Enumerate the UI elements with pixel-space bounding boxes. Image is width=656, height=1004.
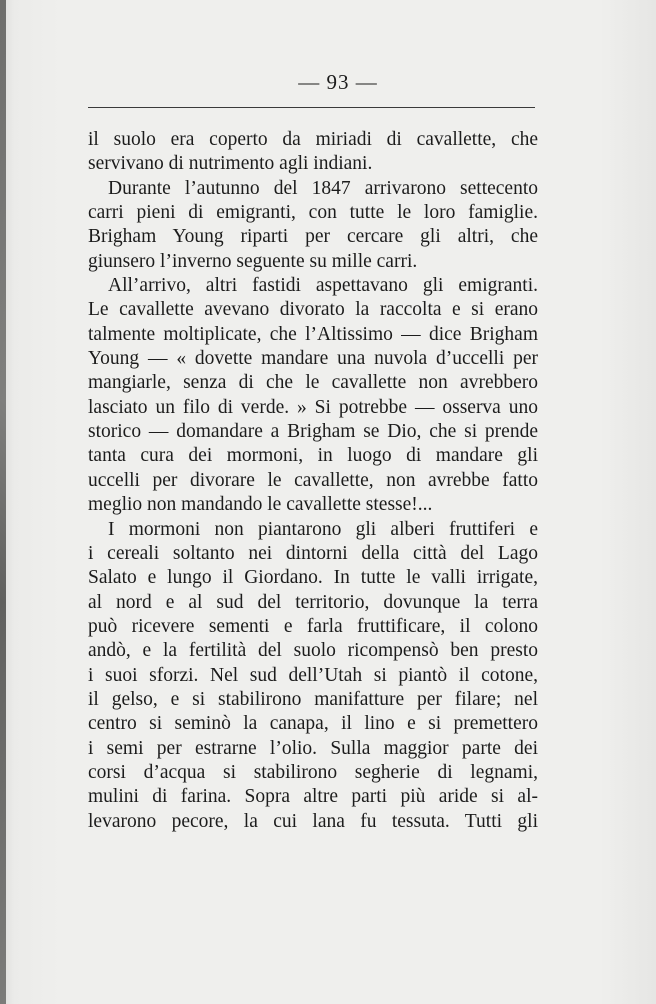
text-line: Young — « dovette mandare una nuvola d’uccelli per xyxy=(88,348,538,370)
text-line: giunsero l’inverno seguente su mille carri. xyxy=(88,250,418,272)
page-binding-edge xyxy=(0,0,6,1004)
text-line: I mormoni non piantarono gli alberi fruttiferi e xyxy=(108,518,538,540)
text-line: i semi per estrarne l’olio. Sulla maggior parte dei xyxy=(88,737,538,759)
header-rule xyxy=(88,107,535,108)
text-line: al nord e al sud del territorio, dovunque la terra xyxy=(88,591,538,613)
text-line: meglio non mandando le cavallette stesse!... xyxy=(88,494,433,516)
text-line: Salato e lungo il Giordano. In tutte le valli irrigate, xyxy=(88,567,538,589)
body-text xyxy=(88,128,538,834)
text-line: levarono pecore, la cui lana fu tessuta. Tutti gli xyxy=(88,810,538,832)
text-line: il suolo era coperto da miriadi di cavallette, che xyxy=(88,129,538,150)
text-line: i suoi sforzi. Nel sud dell’Utah si piantò il cotone, xyxy=(88,664,538,686)
text-line: talmente moltiplicate, che l’Altissimo — dice Brigham xyxy=(88,323,538,345)
page-number: — 93 — xyxy=(298,70,378,94)
text-line: tanta cura dei mormoni, in luogo di mandare gli xyxy=(88,445,538,467)
text-line: lasciato un filo di verde. » Si potrebbe — osserva uno xyxy=(88,396,538,418)
text-line: servivano di nutrimento agli indiani. xyxy=(88,153,373,175)
text-line: carri pieni di emigranti, con tutte le loro famiglie. xyxy=(88,202,538,224)
text-line: può ricevere sementi e farla fruttificare, il colono xyxy=(88,615,538,637)
text-line: mangiarle, senza di che le cavallette non avrebbero xyxy=(88,372,538,394)
text-line: corsi d’acqua si stabilirono segherie di legnami, xyxy=(88,761,538,783)
text-line: Brigham Young riparti per cercare gli altri, che xyxy=(88,226,538,248)
text-line: il gelso, e si stabilirono manifatture per filare; nel xyxy=(88,688,538,710)
text-line: centro si seminò la canapa, il lino e si premettero xyxy=(88,713,538,735)
text-line: i cereali soltanto nei dintorni della città del Lago xyxy=(88,542,538,564)
text-line: mulini di farina. Sopra altre parti più aride si al- xyxy=(88,786,538,808)
text-line: All’arrivo, altri fastidi aspettavano gli emigranti. xyxy=(108,275,538,297)
text-line: uccelli per divorare le cavallette, non avrebbe fatto xyxy=(88,469,538,491)
text-line: Le cavallette avevano divorato la raccolta e si erano xyxy=(88,299,538,321)
text-line: storico — domandare a Brigham se Dio, che si prende xyxy=(88,421,538,443)
text-line: Durante l’autunno del 1847 arrivarono settecento xyxy=(108,177,538,199)
text-line: andò, e la fertilità del suolo ricompensò ben presto xyxy=(88,640,538,662)
